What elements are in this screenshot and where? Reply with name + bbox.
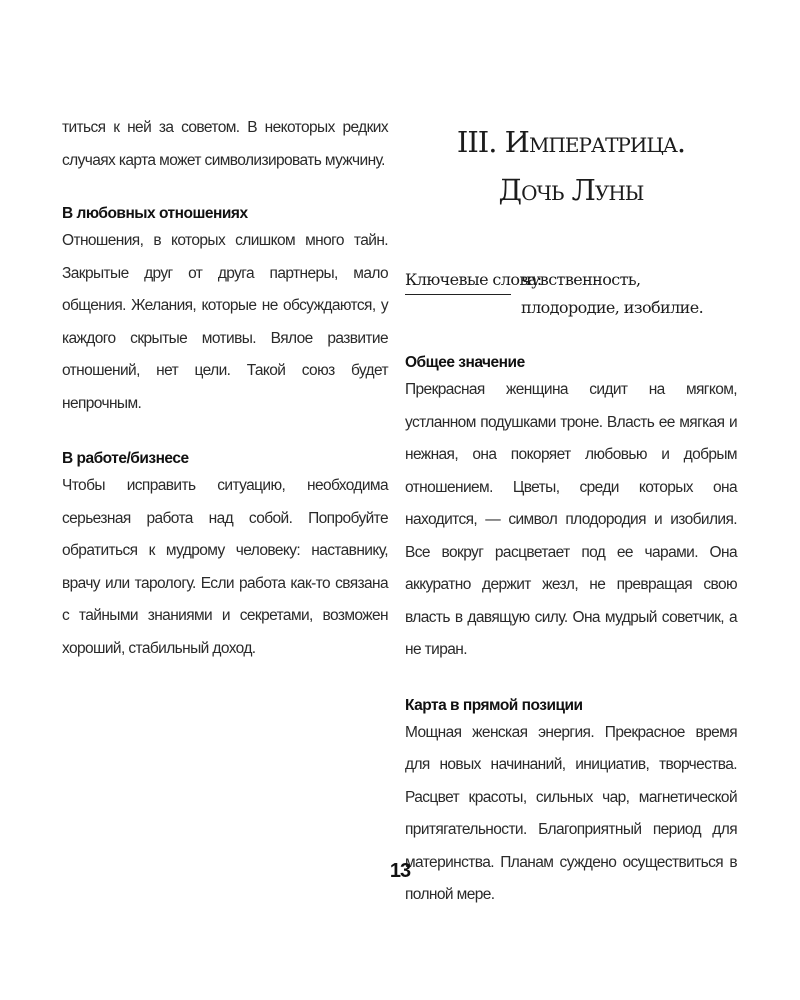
love-paragraph: Отношения, в которых слишком много тайн. Закрытые друг от друга партнеры, мало общения. Желания, которые не обсуждаются, у каждого скрытые мотивы. Вялое развитие отношений, нет цели. Такой союз будет непрочным. [62,232,388,412]
love-heading: В любовных отношениях [62,205,248,222]
general-heading: Общее значение [405,354,525,371]
keywords-text: чувственность, плодородие, изобилие. [521,270,704,317]
card-title-line1: III. Императрица. [456,125,686,159]
page-number: 13 [389,860,411,882]
intro-paragraph: титься к ней за советом. В некоторых редких случаях карта может символизировать мужчину. [62,119,388,169]
card-title-line2: Дочь Луны [498,173,644,207]
work-paragraph: Чтобы исправить ситуацию, необходима серьезная работа над собой. Попробуйте обратиться к мудрому человеку: наставнику, врачу или тарологу. Если работа как-то связана с тайными знаниями и секретами, возможен хороший, стабильный доход. [62,477,388,657]
upright-paragraph: Мощная женская энергия. Прекрасное время для новых начинаний, инициатив, творчества. Расцвет красоты, сильных чар, магнетической притягательности. Благоприятный период для материнства. Планам суждено осуществиться в полной мере. [405,723,737,903]
card-title [405,118,737,214]
upright-heading: Карта в прямой позиции [405,696,583,714]
right-column [405,112,737,912]
keywords-block [405,266,737,322]
keywords-label: Ключевые слова: [405,266,511,295]
general-paragraph: Прекрасная женщина сидит на мягком, устланном подушками троне. Власть ее мягкая и нежная, она покоряет любовью и добрым отношением. Цветы, среди которых она находится, — символ плодородия и изобилия. Все вокруг расцветает под ее чарами. Она аккуратно держит жезл, не превращая свою власть в давящую силу. Она мудрый советчик, а не тиран. [405,381,737,658]
left-column [62,112,388,665]
work-heading: В работе/бизнесе [62,450,189,467]
